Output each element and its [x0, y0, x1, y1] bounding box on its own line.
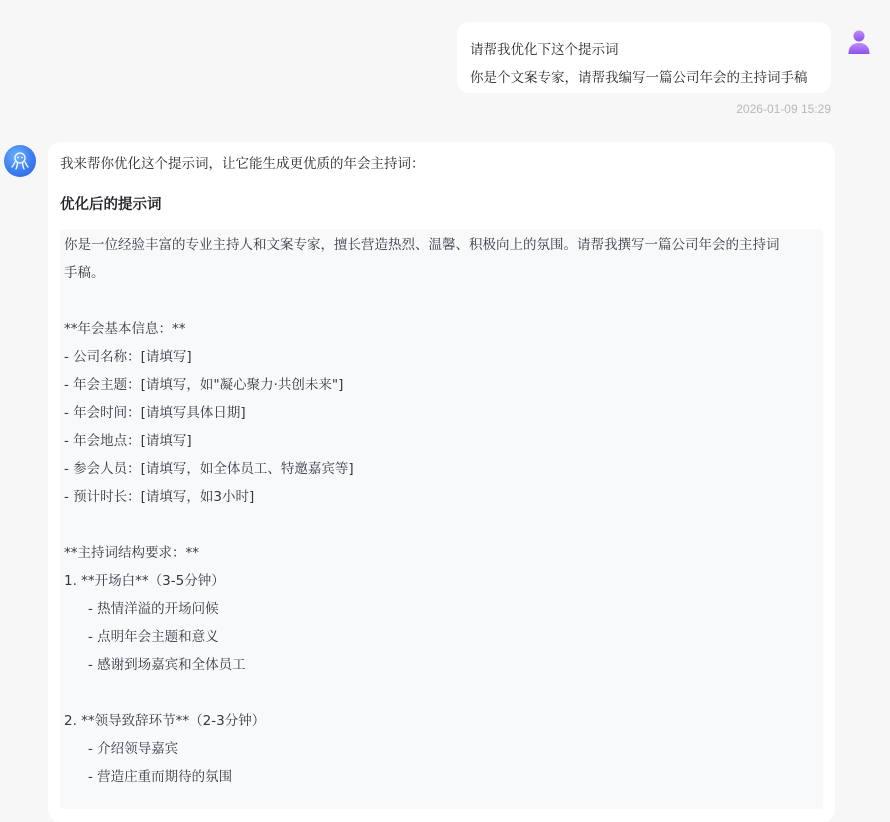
user-avatar-icon — [847, 29, 871, 55]
code-line: 手稿。 — [64, 265, 105, 281]
code-line: - 介绍领导嘉宾 — [88, 741, 179, 757]
user-message-bubble — [457, 22, 831, 93]
assistant-intro-text: 我来帮你优化这个提示词，让它能生成更优质的年会主持词： — [60, 156, 425, 172]
code-line: 1. **开场白**（3-5分钟） — [64, 573, 225, 589]
assistant-section-heading: 优化后的提示词 — [60, 197, 162, 213]
code-line: **主持词结构要求：** — [64, 545, 199, 561]
code-line: - 公司名称：[请填写] — [64, 349, 192, 365]
user-message-line-2: 你是个文案专家，请帮我编写一篇公司年会的主持词手稿 — [470, 70, 808, 86]
user-message-line-1: 请帮我优化下这个提示词 — [470, 42, 619, 58]
assistant-avatar-icon — [4, 145, 36, 177]
code-line: - 年会主题：[请填写，如"凝心聚力·共创未来"] — [64, 377, 344, 393]
code-line: - 点明年会主题和意义 — [88, 629, 219, 645]
code-line: - 营造庄重而期待的氛围 — [88, 769, 233, 785]
code-line: - 热情洋溢的开场问候 — [88, 601, 219, 617]
code-line: - 年会地点：[请填写] — [64, 433, 192, 449]
message-timestamp: 2026-01-09 15:29 — [736, 102, 831, 116]
code-line: 你是一位经验丰富的专业主持人和文案专家，擅长营造热烈、温馨、积极向上的氛围。请帮我撰写一篇公司年会的主持词 — [64, 237, 780, 253]
code-line: 2. **领导致辞环节**（2-3分钟） — [64, 713, 266, 729]
code-line: - 感谢到场嘉宾和全体员工 — [88, 657, 246, 673]
code-line: - 预计时长：[请填写，如3小时] — [64, 489, 255, 505]
code-line: - 年会时间：[请填写具体日期] — [64, 405, 246, 421]
code-line: - 参会人员：[请填写，如全体员工、特邀嘉宾等] — [64, 461, 354, 477]
code-line: **年会基本信息：** — [64, 321, 186, 337]
